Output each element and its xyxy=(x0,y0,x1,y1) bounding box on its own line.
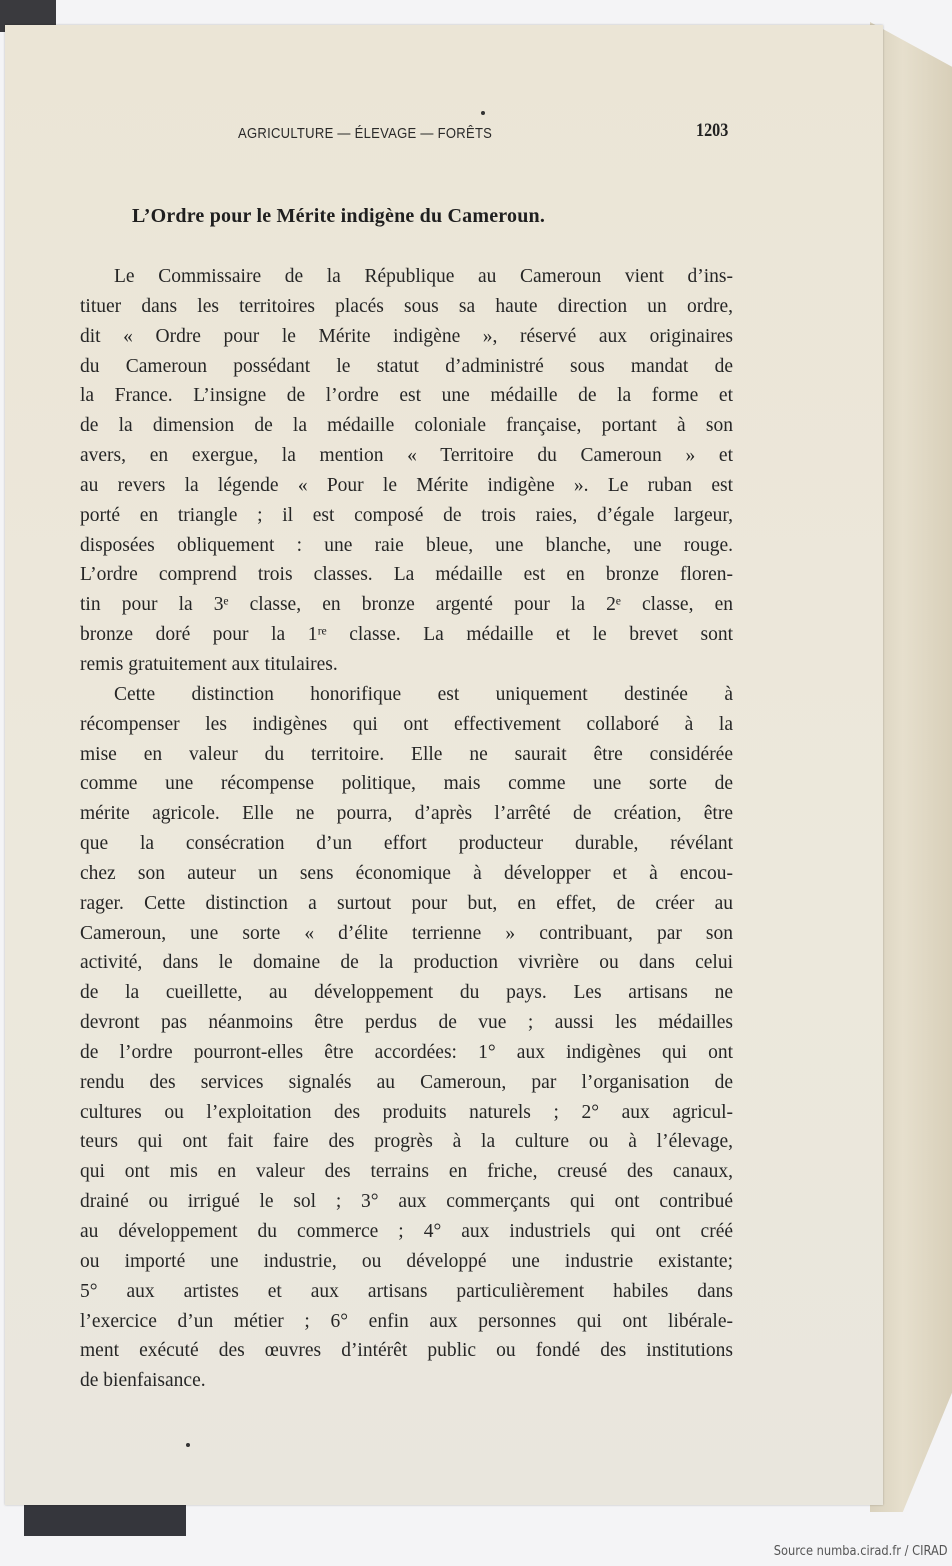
text-line: teurs qui ont fait faire des progrès à la culture ou à l’élevage, xyxy=(80,1131,733,1153)
text-line: l’exercice d’un métier ; 6° enfin aux personnes qui ont libérale- xyxy=(80,1310,733,1332)
text-line: du Cameroun possédant le statut d’administré sous mandat de xyxy=(80,355,733,377)
text-line: tin pour la 3ᵉ classe, en bronze argenté pour la 2ᵉ classe, en xyxy=(80,594,733,616)
article-body xyxy=(80,262,733,1396)
text-line: activité, dans le domaine de la production vivrière ou dans celui xyxy=(80,952,733,974)
text-line: de bienfaisance. xyxy=(80,1370,206,1392)
text-line: Cette distinction honorifique est uniquement destinée à xyxy=(114,683,733,705)
text-line: ment exécuté des œuvres d’intérêt public ou fondé des institutions xyxy=(80,1340,733,1362)
text-line: Cameroun, une sorte « d’élite terrienne » contribuant, par son xyxy=(80,922,733,944)
running-head: AGRICULTURE — ÉLEVAGE — FORÊTS xyxy=(238,126,493,142)
source-credit: Source numba.cirad.fr / CIRAD xyxy=(774,1544,948,1559)
text-line: mérite agricole. Elle ne pourra, d’après l’arrêté de création, être xyxy=(80,803,733,825)
text-line: porté en triangle ; il est composé de trois raies, d’égale largeur, xyxy=(80,504,733,526)
page-number: 1203 xyxy=(696,120,729,141)
text-line: disposées obliquement : une raie bleue, une blanche, une rouge. xyxy=(80,534,733,556)
text-line: comme une récompense politique, mais comme une sorte de xyxy=(80,773,733,795)
text-line: au développement du commerce ; 4° aux industriels qui ont créé xyxy=(80,1221,733,1242)
text-line: drainé ou irrigué le sol ; 3° aux commerçants qui ont contribué xyxy=(80,1191,733,1213)
text-line: ou importé une industrie, ou développé une industrie existante; xyxy=(80,1250,733,1272)
text-line: de l’ordre pourront-elles être accordées: 1° aux indigènes qui ont xyxy=(80,1041,733,1063)
text-line: rager. Cette distinction a surtout pour but, en effet, de créer au xyxy=(80,892,733,914)
text-line: récompenser les indigènes qui ont effectivement collaboré à la xyxy=(80,713,733,735)
text-line: que la consécration d’un effort producteur durable, révélant xyxy=(80,833,733,855)
text-line: chez son auteur un sens économique à développer et à encou- xyxy=(80,862,733,884)
text-line: de la cueillette, au développement du pays. Les artisans ne xyxy=(80,982,733,1004)
text-line: devront pas néanmoins être perdus de vue ; aussi les médailles xyxy=(80,1012,733,1034)
ink-speck xyxy=(186,1443,190,1447)
text-line: Le Commissaire de la République au Cameroun vient d’ins- xyxy=(114,266,733,287)
text-line: de la dimension de la médaille coloniale française, portant à son xyxy=(80,415,733,437)
text-line: bronze doré pour la 1ʳᵉ classe. La médaille et le brevet sont xyxy=(80,624,733,646)
text-line: dit « Ordre pour le Mérite indigène », réservé aux originaires xyxy=(80,325,733,347)
ink-speck xyxy=(481,111,485,115)
text-line: mise en valeur du territoire. Elle ne saurait être considérée xyxy=(80,743,733,765)
article-title: L’Ordre pour le Mérite indigène du Cameroun. xyxy=(132,205,546,227)
text-line: avers, en exergue, la mention « Territoire du Cameroun » et xyxy=(80,445,733,467)
scan-background-corner xyxy=(24,1500,186,1536)
text-line: la France. L’insigne de l’ordre est une médaille de la forme et xyxy=(80,385,733,407)
text-line: rendu des services signalés au Cameroun, par l’organisation de xyxy=(80,1071,733,1093)
text-line: L’ordre comprend trois classes. La médaille est en bronze floren- xyxy=(80,564,733,586)
text-line: au revers la légende « Pour le Mérite indigène ». Le ruban est xyxy=(80,474,733,496)
text-line: remis gratuitement aux titulaires. xyxy=(80,653,338,675)
text-line: cultures ou l’exploitation des produits naturels ; 2° aux agricul- xyxy=(80,1101,733,1123)
text-line: 5° aux artistes et aux artisans particulièrement habiles dans xyxy=(80,1280,733,1302)
text-line: qui ont mis en valeur des terrains en friche, creusé des canaux, xyxy=(80,1161,733,1183)
text-line: tituer dans les territoires placés sous sa haute direction un ordre, xyxy=(80,295,733,317)
